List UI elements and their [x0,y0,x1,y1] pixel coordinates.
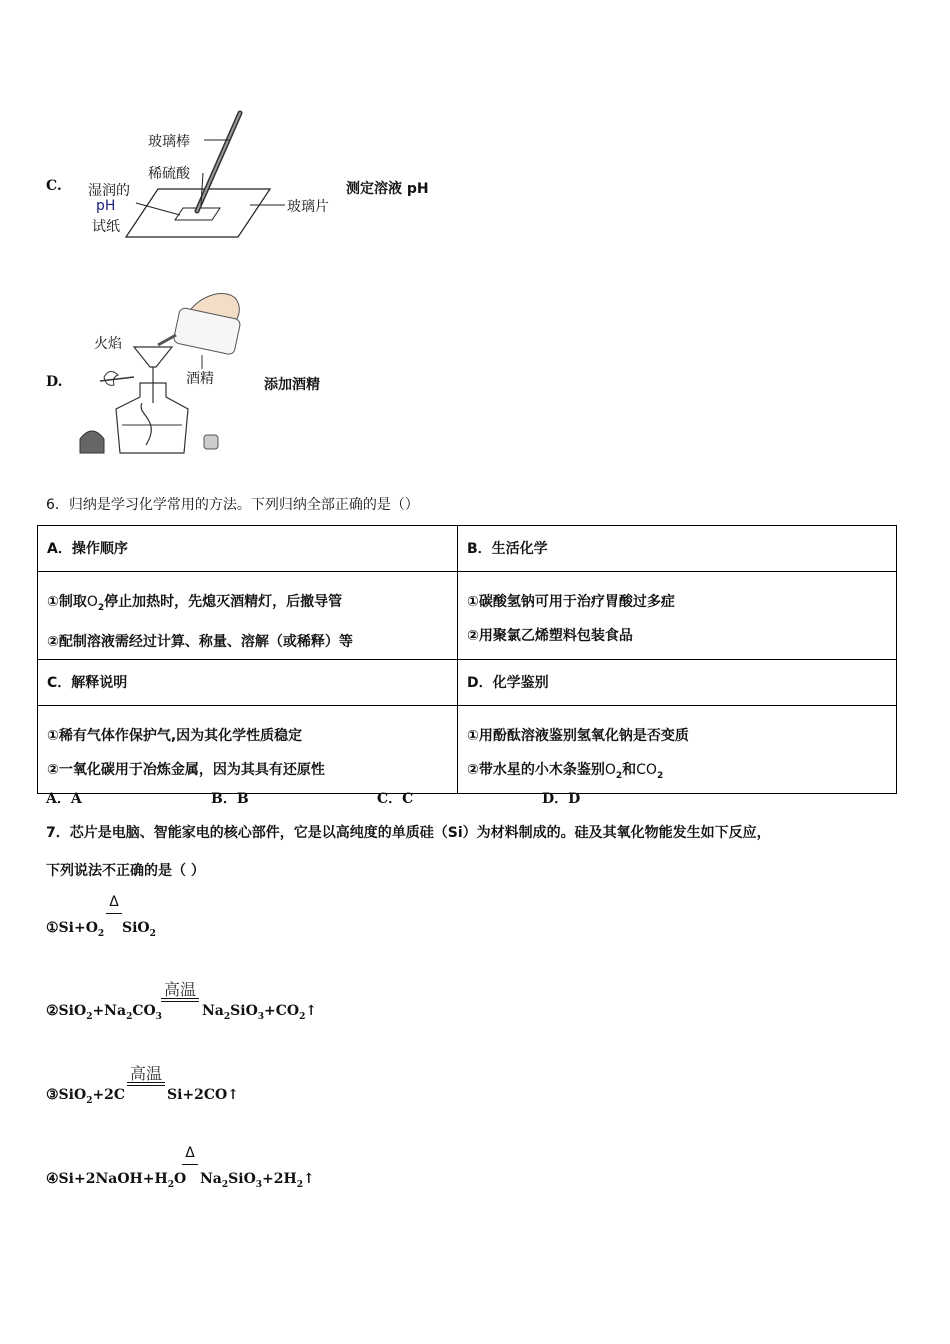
q7-equation-4-rhs: $Na_2SiO_3+2H_2↑$ [200,1171,315,1190]
q6-d-item-2: ②带水星的小木条鉴别$O_2$和$CO_2$ [467,761,664,781]
q6-a-item-2: ②配制溶液需经过计算、称量、溶解（或稀释）等 [47,633,353,650]
q6-cell-c-body [38,705,458,793]
q6-choice-d[interactable]: D．D [542,791,581,807]
small-cap-shape [204,435,218,449]
q6-cell-d-body [458,705,897,793]
q7-stem-line-1: 7．芯片是电脑、智能家电的核心部件，它是以高纯度的单质硅（Si）为材料制成的。硅及其氧化物能发生如下反应， [46,825,771,841]
label-test-paper: 试纸 [92,219,120,235]
q6-choice-b[interactable]: B．B [211,791,249,807]
funnel-shape [134,347,172,367]
q7-equation-1-rhs: SiO$_2$ [122,920,156,939]
option-c-caption: 测定溶液 pH [346,181,429,197]
q7-equation-2-rhs: $Na_2SiO_3+CO_2↑$ [202,1003,318,1022]
label-alcohol: 酒精 [186,371,214,387]
label-dilute-acid: 稀硫酸 [148,166,190,182]
q7-equation-3-lhs: ③SiO$_2$+2C [46,1087,126,1106]
q6-cell-b-head: B．生活化学 [458,526,897,572]
q7-equation-4-sign [182,1164,198,1165]
option-c-letter: C. [46,178,62,194]
q7-equation-4-condition: Δ [185,1145,195,1161]
q6-cell-a-head: A．操作顺序 [38,526,458,572]
q6-c-item-1: ①稀有气体作保护气,因为其化学性质稳定 [47,727,303,744]
lamp-cap-shape [80,431,104,453]
q7-equation-1-condition: Δ [109,894,119,910]
q7-equation-2-condition: 高温 [163,980,196,999]
q7-equation-3-sign [127,1082,165,1086]
q6-cell-a-body [38,572,458,660]
q6-d-item-1: ①用酚酞溶液鉴别氢氧化钠是否变质 [467,727,689,744]
q6-cell-d-head: D．化学鉴别 [458,659,897,705]
label-ph: pH [96,198,116,214]
option-d-caption: 添加酒精 [264,377,320,393]
label-glass-rod: 玻璃棒 [148,134,190,150]
label-glass-slide: 玻璃片 [287,199,329,215]
q6-choice-a[interactable]: A．A [46,791,82,807]
q6-cell-c-head: C．解释说明 [38,659,458,705]
q6-choice-c[interactable]: C．C [377,791,414,807]
label-flame: 火焰 [94,336,122,352]
q7-stem-line-2: 下列说法不正确的是（ ） [46,863,205,879]
q7-equation-1-lhs: $①Si+O_2$ [46,920,105,939]
q7-equation-1-sign [106,913,122,914]
option-d-letter: D. [46,374,63,390]
q6-table [37,525,897,794]
q7-equation-3-rhs: Si+2CO↑ [167,1087,239,1103]
q6-stem: 6．归纳是学习化学常用的方法。下列归纳全部正确的是（） [46,497,419,513]
label-moist: 湿润的 [88,183,130,199]
lamp-body-shape [116,383,188,453]
q6-b-item-2: ②用聚氯乙烯塑料包装食品 [467,628,633,644]
q6-b-item-1: ①碳酸氢钠可用于治疗胃酸过多症 [467,594,675,610]
alcohol-lamp-diagram [76,285,256,457]
q7-equation-2-sign [161,998,199,1002]
ph-test-diagram [80,105,350,245]
q7-equation-2-lhs: $②SiO_2+Na_2CO_3$ [46,1003,162,1022]
q6-cell-b-body [458,572,897,660]
q6-a-item-1: ①制取$O_2$停止加热时，先熄灭酒精灯，后撤导管 [47,594,343,613]
q7-equation-4-lhs: $④Si+2NaOH+H_2O$ [46,1171,187,1190]
q6-c-item-2: ②一氧化碳用于冶炼金属，因为其具有还原性 [47,761,325,778]
q7-equation-3-condition: 高温 [129,1064,162,1083]
